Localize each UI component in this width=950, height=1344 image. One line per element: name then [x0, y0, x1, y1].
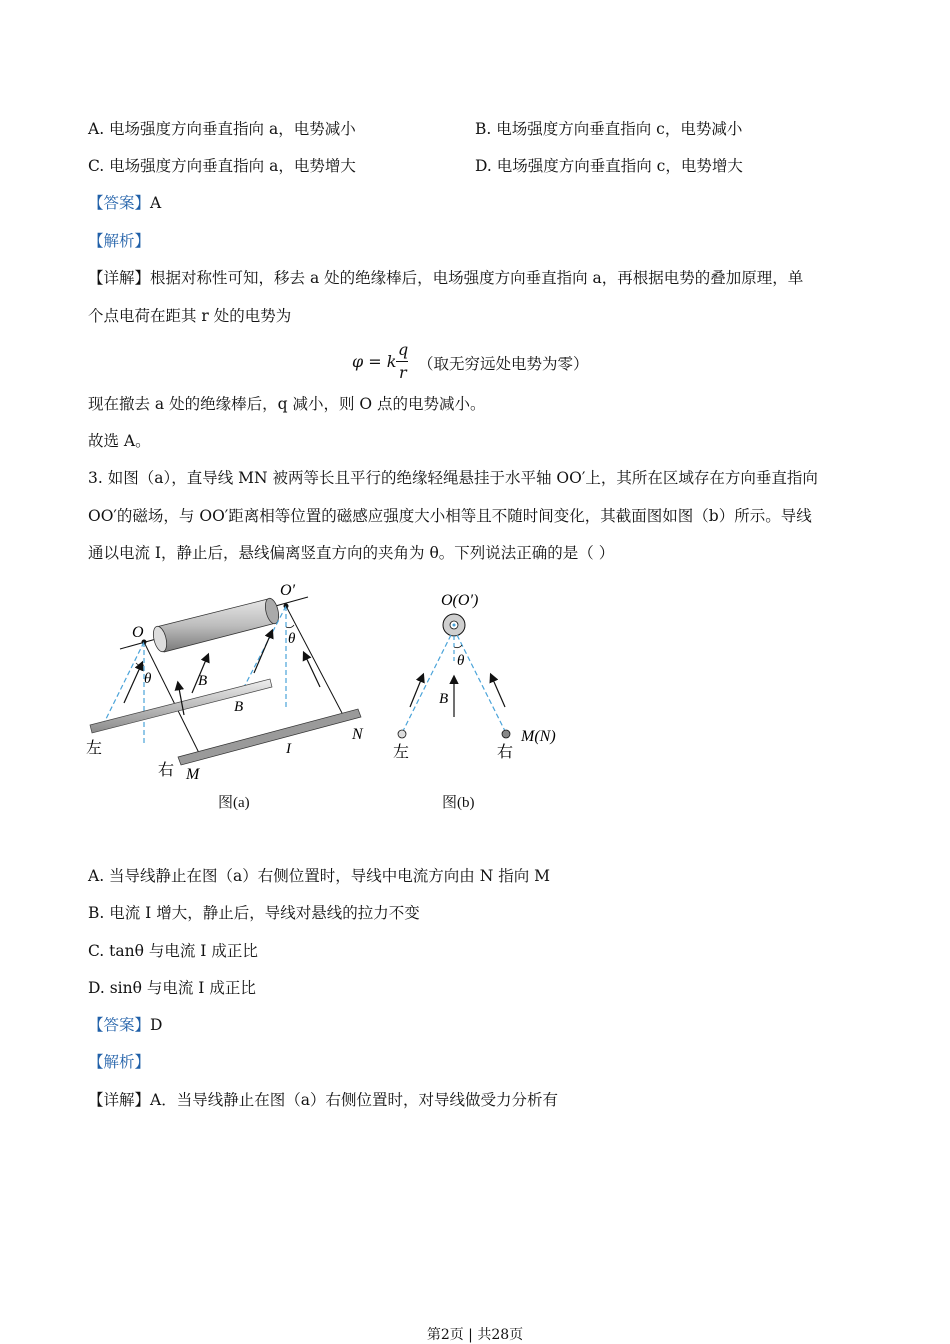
label-theta: θ	[457, 653, 465, 669]
label-o: O	[132, 624, 144, 641]
label-b-2: B	[234, 699, 244, 715]
label-left: 左	[86, 740, 103, 757]
detail-text: A．当导线静止在图（a）右侧位置时，对导线做受力分析有	[150, 1091, 558, 1109]
q2-option-b: B. 电场强度方向垂直指向 c，电势减小	[475, 120, 743, 138]
q3-stem-line3: 通以电流 I，静止后，悬线偏离竖直方向的夹角为 θ。下列说法正确的是（ ）	[88, 544, 615, 562]
q2-analysis-tag: 【解析】	[88, 232, 151, 250]
answer-value: A	[150, 194, 162, 212]
q2-option-c: C. 电场强度方向垂直指向 a，电势增大	[88, 157, 356, 175]
label-right: 右	[497, 744, 514, 761]
q2-detail-line1	[88, 268, 803, 288]
label-right: 右	[158, 762, 175, 779]
field-arrow-right	[491, 675, 505, 707]
rope-solid-right-1	[144, 642, 200, 755]
theta-arc	[454, 645, 462, 648]
detail-text: 根据对称性可知，移去 a 处的绝缘棒后，电场强度方向垂直指向 a，再根据电势的叠加原理，单	[150, 269, 804, 287]
left-rod	[90, 679, 272, 733]
detail-tag: 【详解】	[88, 269, 151, 287]
field-arrow-5	[304, 653, 320, 687]
q2-conclusion-line: 现在撤去 a 处的绝缘棒后，q 减小，则 O 点的电势减小。	[88, 395, 486, 413]
q3-option-b: B. 电流 I 增大，静止后，导线对悬线的拉力不变	[88, 904, 420, 922]
rope-solid-right-2	[286, 606, 342, 713]
label-theta-1: θ	[144, 671, 152, 687]
q3-option-d: D. sinθ 与电流 I 成正比	[88, 979, 256, 997]
theta-arc-1	[136, 663, 144, 666]
axis-center-dot	[453, 624, 456, 627]
wire-mn	[178, 709, 361, 765]
wire-right-position	[502, 730, 510, 738]
figure-a-caption: 图(a)	[218, 795, 250, 811]
figure-a	[80, 575, 390, 815]
field-arrow-left	[410, 675, 423, 707]
label-o-prime: O′	[280, 582, 296, 599]
label-n: N	[352, 726, 363, 743]
q3-stem-line2: OO′的磁场，与 OO′距离相等位置的磁感应强度大小相等且不随时间变化，其截面图如图（b）所示。导线	[88, 507, 812, 525]
rope-dashed-right	[457, 635, 506, 733]
answer-value: D	[150, 1016, 163, 1034]
label-mn: M(N)	[521, 728, 556, 745]
q2-option-a: A. 电场强度方向垂直指向 a，电势减小	[88, 120, 356, 138]
field-arrow-1	[124, 663, 142, 703]
figure-b-caption: 图(b)	[442, 795, 475, 811]
q2-answer-line	[88, 193, 161, 213]
q3-analysis-tag: 【解析】	[88, 1053, 151, 1071]
page-footer: 第2页 | 共28页	[426, 1327, 524, 1343]
label-b: B	[439, 691, 449, 707]
formula-numerator: q	[398, 340, 409, 359]
answer-tag: 【答案】	[88, 194, 151, 212]
label-m: M	[186, 766, 200, 783]
q2-option-d: D. 电场强度方向垂直指向 c，电势增大	[475, 157, 743, 175]
answer-tag: 【答案】	[88, 1016, 151, 1034]
q2-choice-line: 故选 A。	[88, 432, 151, 450]
wire-left-position	[398, 730, 406, 738]
q3-answer-line	[88, 1015, 162, 1035]
q3-option-a: A. 当导线静止在图（a）右侧位置时，导线中电流方向由 N 指向 M	[88, 867, 551, 885]
rope-dashed-left	[402, 635, 451, 733]
q3-option-c: C. tanθ 与电流 I 成正比	[88, 942, 258, 960]
detail-tag: 【详解】	[88, 1091, 151, 1109]
label-theta-2: θ	[288, 631, 296, 647]
label-left: 左	[393, 744, 410, 761]
formula-note: （取无穷远处电势为零）	[418, 355, 589, 373]
formula-lhs: φ = k	[352, 352, 397, 371]
label-axis-top: O(O′)	[441, 592, 479, 609]
formula-denominator: r	[399, 363, 407, 382]
theta-arc-2	[286, 625, 294, 628]
q3-detail-line1	[88, 1090, 558, 1110]
label-b-1: B	[198, 673, 208, 689]
fraction-bar	[396, 361, 408, 362]
q3-stem-line1: 3. 如图（a），直导线 MN 被两等长且平行的绝缘轻绳悬挂于水平轴 OO′上，其所在区域存在方向垂直指向	[88, 469, 818, 487]
axis-cylinder	[151, 597, 281, 653]
label-current-i: I	[286, 741, 291, 757]
q2-detail-line2: 个点电荷在距其 r 处的电势为	[88, 307, 292, 325]
field-arrow-4	[254, 631, 272, 673]
figure-b	[385, 585, 575, 775]
